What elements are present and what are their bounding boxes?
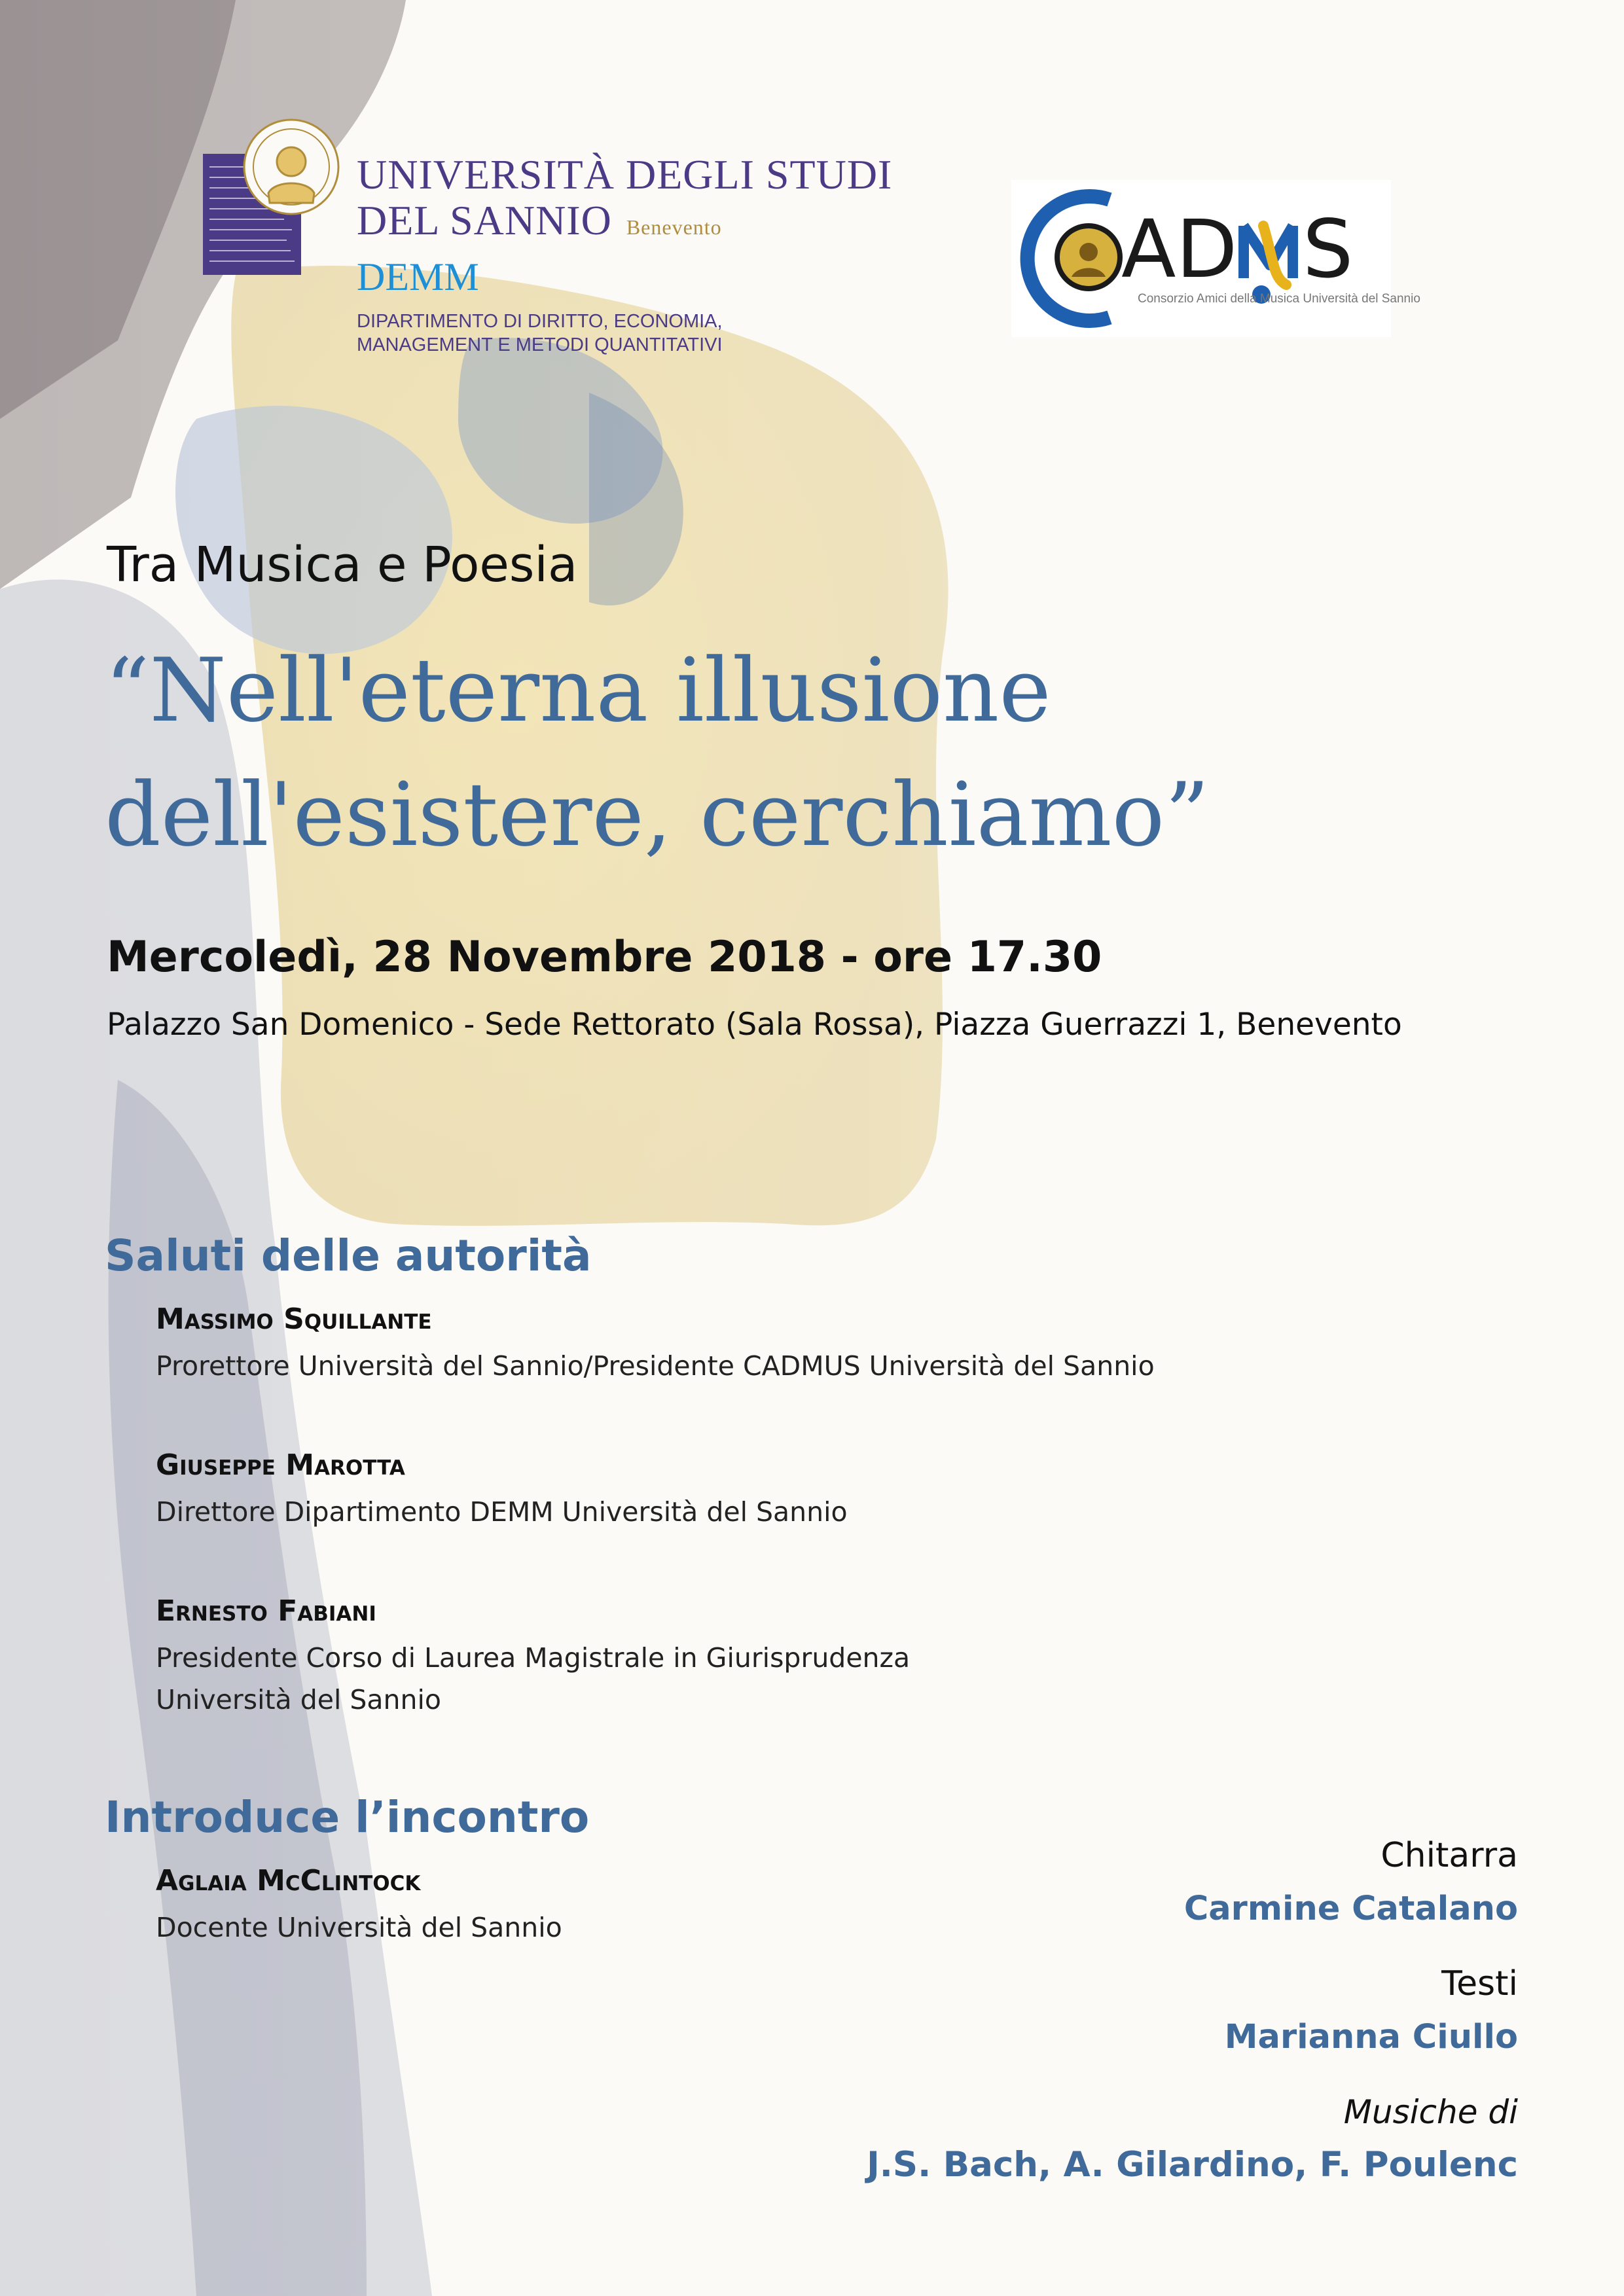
event-title-line1: “Nell'eterna illusione <box>105 639 1051 742</box>
person-name: Aglaia McClintock <box>156 1864 421 1897</box>
cadmus-caption: Consorzio Amici della Musica Università del Sannio <box>1138 292 1420 306</box>
cadmus-logo <box>1011 180 1391 337</box>
university-name-line2-text: DEL SANNIO <box>357 197 612 243</box>
guitar-label: Chitarra <box>1380 1836 1518 1875</box>
performers-credits <box>863 1833 1518 2191</box>
texts-performer: Marianna Ciullo <box>1224 2018 1518 2056</box>
music-label: Musiche di <box>1343 2093 1518 2131</box>
department-acronym: DEMM <box>357 255 479 298</box>
event-subtitle: Tra Musica e Poesia <box>107 537 578 593</box>
greetings-title: Saluti delle autorità <box>105 1230 592 1281</box>
university-city: Benevento <box>626 215 722 239</box>
person-role: Direttore Dipartimento DEMM Università del Sannio <box>156 1496 848 1528</box>
greeting-person-1 <box>156 1302 1203 1387</box>
university-name-line2 <box>357 197 892 248</box>
event-date: Mercoledì, 28 Novembre 2018 - ore 17.30 <box>107 933 1102 982</box>
department-name-line2: MANAGEMENT E METODI QUANTITATIVI <box>357 334 723 355</box>
greeting-person-3 <box>156 1594 1203 1721</box>
department-name-line1: DIPARTIMENTO DI DIRITTO, ECONOMIA, <box>357 311 723 332</box>
intro-title: Introduce l’incontro <box>105 1792 590 1842</box>
person-role: Prorettore Università del Sannio/Presidente CADMUS Università del Sannio <box>156 1350 1155 1382</box>
person-name: Massimo Squillante <box>156 1302 432 1336</box>
event-title-line2: dell'esistere, cerchiamo” <box>105 764 1210 866</box>
composers: J.S. Bach, A. Gilardino, F. Poulenc <box>867 2145 1518 2185</box>
guitar-performer: Carmine Catalano <box>1183 1890 1518 1928</box>
university-name-line1: UNIVERSITÀ DEGLI STUDI <box>357 151 893 198</box>
texts-label: Testi <box>1441 1964 1518 2003</box>
person-name: Ernesto Fabiani <box>156 1594 376 1628</box>
person-name: Giuseppe Marotta <box>156 1448 405 1482</box>
greeting-person-2 <box>156 1448 1203 1533</box>
svg-text:AD: AD <box>1121 203 1238 296</box>
event-title <box>105 628 1348 877</box>
university-seal-logo <box>203 115 340 278</box>
svg-text:S: S <box>1303 203 1354 296</box>
person-role-line2: Università del Sannio <box>156 1684 441 1715</box>
university-lockup <box>357 151 893 357</box>
department-name <box>357 310 828 357</box>
event-venue: Palazzo San Domenico - Sede Rettorato (Sala Rossa), Piazza Guerrazzi 1, Benevento <box>107 1007 1402 1043</box>
person-role: Docente Università del Sannio <box>156 1912 562 1943</box>
person-role-line1: Presidente Corso di Laurea Magistrale in Giurisprudenza <box>156 1642 911 1674</box>
